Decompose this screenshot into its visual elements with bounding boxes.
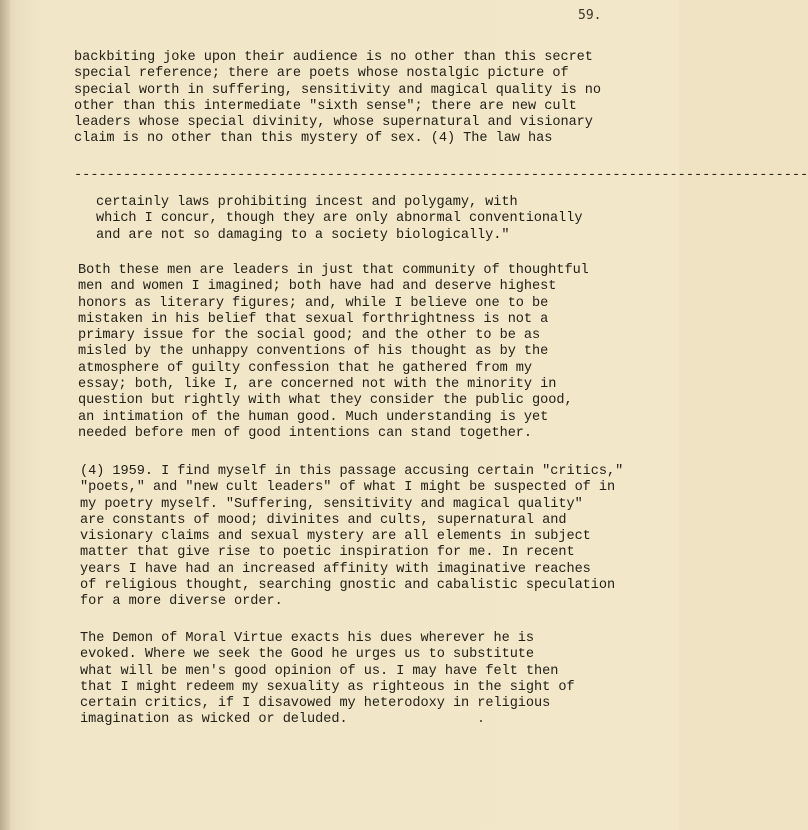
- text-line: that I might redeem my sexuality as righteous in the sight of: [80, 679, 575, 695]
- text-line: what will be men's good opinion of us. I may have felt then: [80, 663, 559, 679]
- text-line: visionary claims and sexual mystery are all elements in subject: [80, 529, 591, 545]
- text-line: (4) 1959. I find myself in this passage accusing certain "critics,": [80, 464, 624, 479]
- text-line: and are not so damaging to a society biologically.": [96, 227, 510, 243]
- text-line: misled by the unhappy conventions of his thought as by the: [78, 344, 549, 360]
- paragraph-demon-of-moral-virtue: [80, 631, 636, 729]
- text-line: other than this intermediate "sixth sense"; there are new cult: [74, 98, 577, 114]
- text-line: atmosphere of guilty confession that he gathered from my: [78, 360, 533, 376]
- text-line: primary issue for the social good; and the other to be as: [78, 328, 541, 344]
- text-line: men and women I imagined; both have had and deserve highest: [78, 279, 557, 295]
- text-line: "poets," and "new cult leaders" of what I might be suspected of in: [80, 480, 616, 496]
- text-line: essay; both, like I, are concerned not with the minority in: [78, 377, 557, 393]
- text-line: of religious thought, searching gnostic and cabalistic speculation: [80, 578, 616, 594]
- text-line: matter that give rise to poetic inspiration for me. In recent: [80, 545, 575, 561]
- paragraph-continuation: [74, 50, 634, 148]
- text-line: are constants of mood; divinites and cults, supernatural and: [80, 512, 567, 528]
- text-line: an intimation of the human good. Much understanding is yet: [78, 409, 549, 425]
- text-line: special worth in suffering, sensitivity and magical quality is no: [74, 82, 601, 98]
- text-line: claim is no other than this mystery of sex. (4) The law has: [74, 131, 553, 147]
- text-line: certainly laws prohibiting incest and polygamy, with: [96, 195, 518, 210]
- text-line: leaders whose special divinity, whose supernatural and visionary: [74, 115, 593, 131]
- text-line: which I concur, though they are only abnormal conventionally: [96, 211, 583, 227]
- text-line: honors as literary figures; and, while I believe one to be: [78, 295, 549, 311]
- text-line: special reference; there are poets whose nostalgic picture of: [74, 66, 569, 82]
- text-line: certain critics, if I disavowed my heterodoxy in religious: [80, 696, 551, 712]
- text-line: my poetry myself. "Suffering, sensitivity and magical quality": [80, 496, 583, 512]
- text-line: for a more diverse order.: [80, 594, 283, 610]
- text-line: backbiting joke upon their audience is no other than this secret: [74, 50, 593, 65]
- text-line: years I have had an increased affinity with imaginative reaches: [80, 561, 591, 577]
- footnote-separator: ------------------------------------------------------------------------------------------: [74, 168, 808, 183]
- text-line: Both these men are leaders in just that community of thoughtful: [78, 263, 589, 278]
- text-line: The Demon of Moral Virtue exacts his dues wherever he is: [80, 631, 535, 646]
- text-line: mistaken in his belief that sexual forthrightness is not a: [78, 311, 549, 327]
- text-line: question but rightly with what they consider the public good,: [78, 393, 573, 409]
- text-line: evoked. Where we seek the Good he urges us to substitute: [80, 647, 535, 663]
- note-4-1959: [80, 464, 640, 611]
- text-line: needed before men of good intentions can stand together.: [78, 425, 533, 441]
- ink-speck: [480, 720, 482, 722]
- binding-gutter: [0, 0, 10, 830]
- paragraph-leaders: [78, 263, 634, 442]
- text-line: imagination as wicked or deluded.: [80, 712, 348, 728]
- quoted-footnote: [96, 195, 616, 244]
- page-number: 59.: [578, 8, 602, 23]
